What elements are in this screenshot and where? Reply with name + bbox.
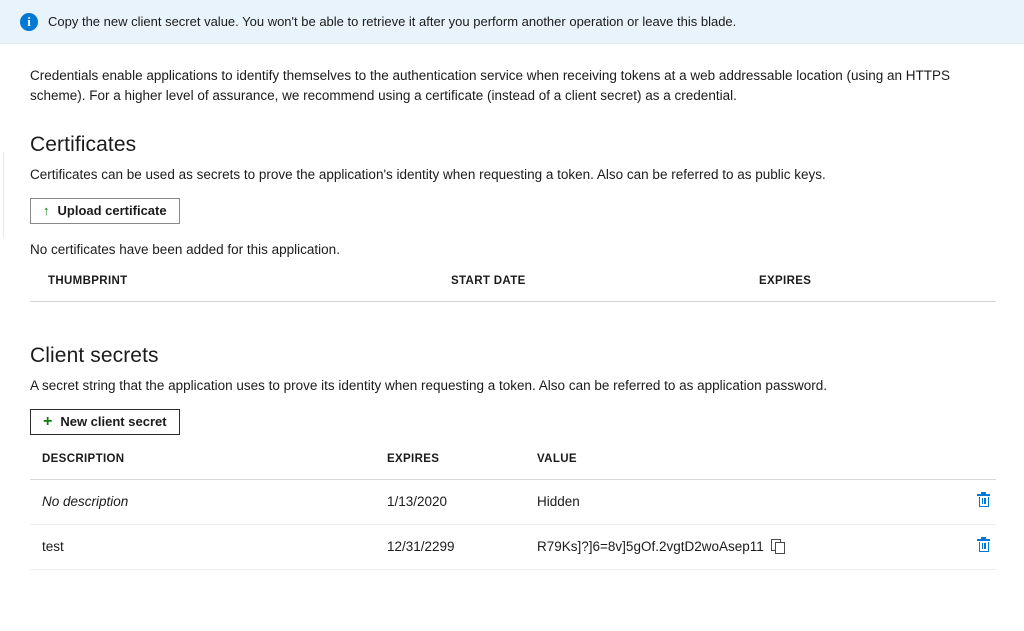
client-secrets-table [30,453,996,570]
plus-icon: + [43,412,53,430]
certificates-heading: Certificates [30,132,137,156]
client-secrets-column-actions [950,453,996,480]
blade-edge-marker [0,152,4,238]
secret-expires: 1/13/2020 [387,479,537,524]
certificates-header-row [30,275,996,302]
new-client-secret-button[interactable] [30,409,180,435]
secret-value: R79Ks]?]6=8v]5gOf.2vgtD2woAsep11 [537,539,764,554]
info-banner-text: Copy the new client secret value. You won't be able to retrieve it after you perform another operation or leave this blade. [48,14,737,29]
trash-icon[interactable] [977,538,990,553]
credentials-content [0,44,1024,570]
new-client-secret-label: New client secret [60,414,167,429]
info-icon: i [20,13,38,31]
copy-icon[interactable] [771,539,785,554]
client-secrets-column-value: VALUE [537,453,950,480]
trash-icon[interactable] [977,493,990,508]
secret-delete-cell [950,479,996,524]
client-secrets-description: A secret string that the application uses to prove its identity when requesting a token. Also can be referred to as application password. [30,377,827,393]
info-banner [0,0,1024,44]
secret-expires: 12/31/2299 [387,524,537,569]
certificates-column-expires: EXPIRES [741,275,996,302]
credentials-intro-text: Credentials enable applications to identify themselves to the authentication service when receiving tokens at a web addressable location (using an HTTPS scheme). For a higher level of assurance, we recommend using a certificate (instead of a client secret) as a credential. [30,68,951,104]
client-secrets-heading: Client secrets [30,343,159,367]
upload-certificate-button[interactable] [30,198,180,224]
table-row [30,479,996,524]
secret-description: test [30,524,387,569]
client-secrets-column-expires: EXPIRES [387,453,537,480]
upload-arrow-icon: ↑ [43,203,50,218]
secret-value-cell [537,524,950,569]
secret-value: Hidden [537,479,950,524]
certificates-table [30,275,996,302]
secret-description: No description [30,479,387,524]
certificates-empty-message: No certificates have been added for this application. [30,241,340,257]
table-row [30,524,996,569]
certificates-column-thumbprint: THUMBPRINT [30,275,433,302]
certificates-column-start-date: START DATE [433,275,741,302]
secret-delete-cell [950,524,996,569]
certificates-description: Certificates can be used as secrets to prove the application's identity when requesting a token. Also can be referred to as public keys. [30,166,826,182]
client-secrets-header-row [30,453,996,480]
client-secrets-column-description: DESCRIPTION [30,453,387,480]
upload-certificate-label: Upload certificate [57,203,167,218]
